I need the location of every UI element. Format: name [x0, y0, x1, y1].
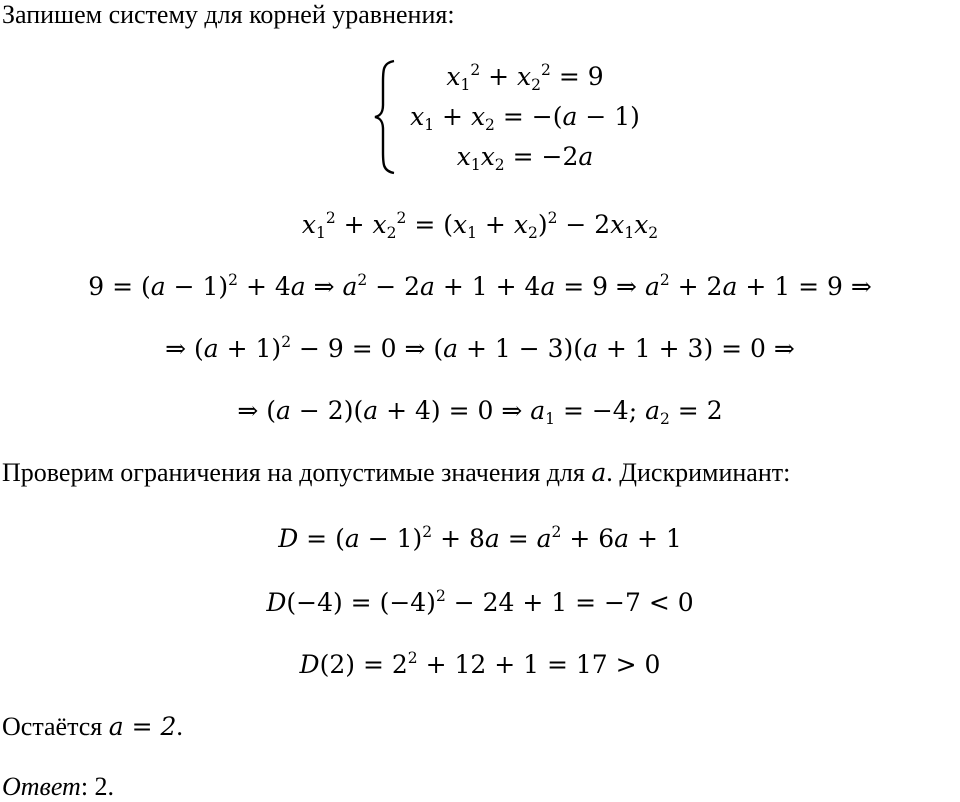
- system-equation-3: $x_1x_2 = -2a$: [456, 142, 594, 175]
- system-equation-1: $x_1^2 + x_2^2 = 9$: [446, 60, 604, 95]
- system-equation-2: $x_1 + x_2 = -(a - 1)$: [410, 102, 640, 135]
- discriminant-at-2: $D(2) = 2^2 + 12 + 1 = 17 > 0$: [299, 648, 661, 679]
- check-text: Проверим ограничения на допустимые значения для a. Дискриминант:: [2, 458, 791, 487]
- derivation-line-2: ⇒ $(a + 1)^2 - 9 = 0$ ⇒ (a + 1 − 3)(a + 1 + 3) = 0 ⇒: [165, 332, 795, 363]
- discriminant-equation: $D = (a - 1)^2 + 8a = a^2 + 6a + 1$: [278, 522, 682, 553]
- derivation-line-3: ⇒ (a − 2)(a + 4) = 0 ⇒ $a_1 = -4$; $a_2 = 2$: [237, 396, 723, 429]
- identity-equation: $x_1^2 + x_2^2 = (x_1 + x_2)^2 - 2x_1x_2$: [301, 208, 659, 243]
- remain-text: Остаётся a = 2.: [2, 712, 183, 741]
- answer-label: Ответ: [2, 772, 81, 801]
- answer-text: Ответ: 2.: [2, 772, 115, 801]
- derivation-line-1: $9 = (a - 1)^2 + 4a$ ⇒ $a^2 - 2a + 1 + 4a = 9$ ⇒ $a^2 + 2a + 1 = 9$ ⇒: [88, 270, 872, 301]
- equation-system: [372, 58, 662, 176]
- intro-text: Запишем систему для корней уравнения:: [2, 0, 455, 29]
- discriminant-at-minus-4: $D(-4) = (-4)^2 - 24 + 1 = -7 < 0$: [266, 586, 694, 617]
